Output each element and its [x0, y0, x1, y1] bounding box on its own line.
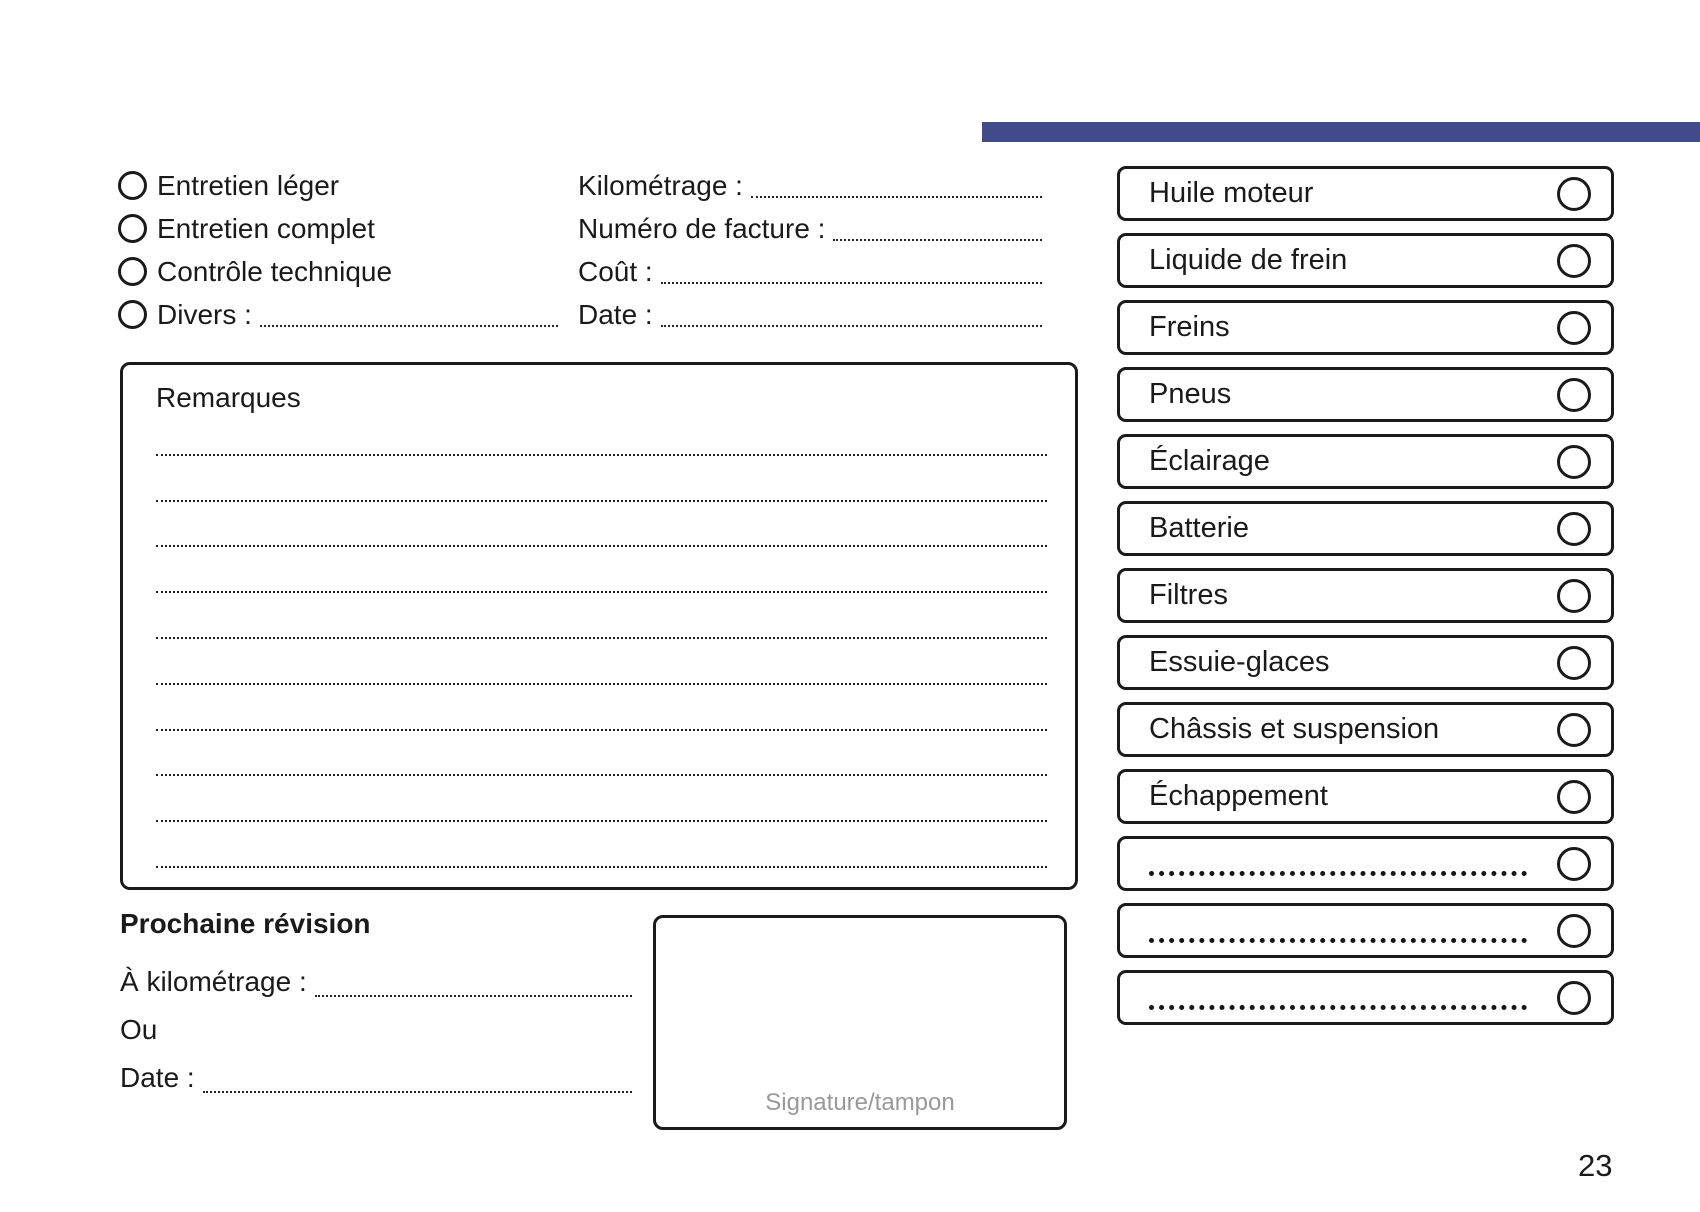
- checklist-item: [1117, 836, 1614, 891]
- signature-box[interactable]: [653, 915, 1067, 1130]
- checklist-item-label: Châssis et suspension: [1149, 713, 1440, 745]
- radio-button-icon[interactable]: [118, 300, 147, 329]
- invoice-field-label: Kilométrage :: [578, 169, 743, 201]
- accent-bar: [982, 122, 1700, 142]
- fill-in-line[interactable]: [833, 239, 1042, 241]
- invoice-field-label: Numéro de facture :: [578, 212, 826, 244]
- next-service-field-label: Date :: [120, 1062, 195, 1093]
- remarks-line[interactable]: [156, 456, 1047, 502]
- check-circle-icon[interactable]: [1557, 177, 1591, 211]
- check-circle-icon[interactable]: [1557, 713, 1591, 747]
- service-type-option: [118, 164, 558, 207]
- checklist-item: [1117, 166, 1614, 221]
- next-service-field: [120, 1054, 632, 1102]
- fill-in-line[interactable]: [661, 325, 1042, 327]
- remarks-line[interactable]: [156, 776, 1047, 822]
- radio-button-icon[interactable]: [118, 214, 147, 243]
- radio-button-icon[interactable]: [118, 171, 147, 200]
- checklist-item-label: Essuie-glaces: [1149, 646, 1330, 678]
- fill-in-line[interactable]: [203, 1091, 632, 1093]
- invoice-field-label: Coût :: [578, 255, 653, 287]
- remarks-line[interactable]: [156, 639, 1047, 685]
- checklist-item-label: Huile moteur: [1149, 177, 1314, 209]
- checklist-item: [1117, 568, 1614, 623]
- checklist-item: [1117, 300, 1614, 355]
- checklist-item: [1117, 903, 1614, 958]
- next-service-field-list: [120, 958, 632, 1102]
- remarks-line[interactable]: [156, 731, 1047, 777]
- next-service-section: [120, 908, 632, 1102]
- checklist-item: [1117, 970, 1614, 1025]
- invoice-field-list: [578, 164, 1042, 336]
- service-type-label: Entretien complet: [157, 212, 375, 244]
- check-circle-icon[interactable]: [1557, 512, 1591, 546]
- invoice-field: [578, 164, 1042, 207]
- service-type-option: [118, 207, 558, 250]
- check-circle-icon[interactable]: [1557, 981, 1591, 1015]
- check-circle-icon[interactable]: [1557, 378, 1591, 412]
- fill-in-line[interactable]: [1149, 938, 1527, 943]
- fill-in-line[interactable]: [661, 282, 1042, 284]
- checklist-item-label: Échappement: [1149, 780, 1328, 812]
- checklist-item: [1117, 702, 1614, 757]
- fill-in-line[interactable]: [1149, 1005, 1527, 1010]
- checklist-item: [1117, 233, 1614, 288]
- remarks-line[interactable]: [156, 822, 1047, 868]
- fill-in-line[interactable]: [751, 196, 1042, 198]
- invoice-field: [578, 250, 1042, 293]
- checklist-item: [1117, 769, 1614, 824]
- checklist-item: [1117, 635, 1614, 690]
- checklist-item-label: Pneus: [1149, 378, 1232, 410]
- fill-in-line[interactable]: [315, 995, 632, 997]
- service-type-option: [118, 293, 558, 336]
- next-service-field: [120, 1006, 632, 1054]
- checklist-item-label: Éclairage: [1149, 445, 1270, 477]
- check-circle-icon[interactable]: [1557, 311, 1591, 345]
- check-circle-icon[interactable]: [1557, 579, 1591, 613]
- remarks-line[interactable]: [156, 685, 1047, 731]
- service-type-option: [118, 250, 558, 293]
- checklist-item-label: Freins: [1149, 311, 1230, 343]
- signature-caption: Signature/tampon: [765, 1089, 955, 1116]
- check-circle-icon[interactable]: [1557, 445, 1591, 479]
- service-type-label: Divers :: [157, 298, 252, 330]
- next-service-field-label: À kilométrage :: [120, 966, 307, 997]
- remarks-line[interactable]: [156, 502, 1047, 548]
- service-type-label: Entretien léger: [157, 169, 340, 201]
- next-service-field-label: Ou: [120, 1014, 158, 1045]
- page-number: 23: [1578, 1148, 1613, 1183]
- check-circle-icon[interactable]: [1557, 847, 1591, 881]
- checklist-item-label: Liquide de frein: [1149, 244, 1348, 276]
- checklist-item-label: Filtres: [1149, 579, 1228, 611]
- next-service-field: [120, 958, 632, 1006]
- checklist-item-label: Batterie: [1149, 512, 1249, 544]
- remarks-box: [120, 362, 1078, 890]
- remarks-line[interactable]: [156, 593, 1047, 639]
- check-circle-icon[interactable]: [1557, 244, 1591, 278]
- radio-button-icon[interactable]: [118, 257, 147, 286]
- checklist-item: [1117, 434, 1614, 489]
- service-type-label: Contrôle technique: [157, 255, 393, 287]
- fill-in-line[interactable]: [260, 325, 558, 327]
- check-circle-icon[interactable]: [1557, 780, 1591, 814]
- remarks-lines: [156, 410, 1047, 868]
- fill-in-line[interactable]: [1149, 871, 1527, 876]
- invoice-field: [578, 207, 1042, 250]
- check-circle-icon[interactable]: [1557, 914, 1591, 948]
- checklist-item: [1117, 367, 1614, 422]
- checklist: [1117, 166, 1614, 1037]
- remarks-title: Remarques: [156, 382, 301, 413]
- invoice-field: [578, 293, 1042, 336]
- remarks-line[interactable]: [156, 410, 1047, 456]
- invoice-field-label: Date :: [578, 298, 653, 330]
- service-type-list: [118, 164, 558, 336]
- checklist-item: [1117, 501, 1614, 556]
- next-service-title: Prochaine révision: [120, 908, 371, 939]
- remarks-line[interactable]: [156, 547, 1047, 593]
- check-circle-icon[interactable]: [1557, 646, 1591, 680]
